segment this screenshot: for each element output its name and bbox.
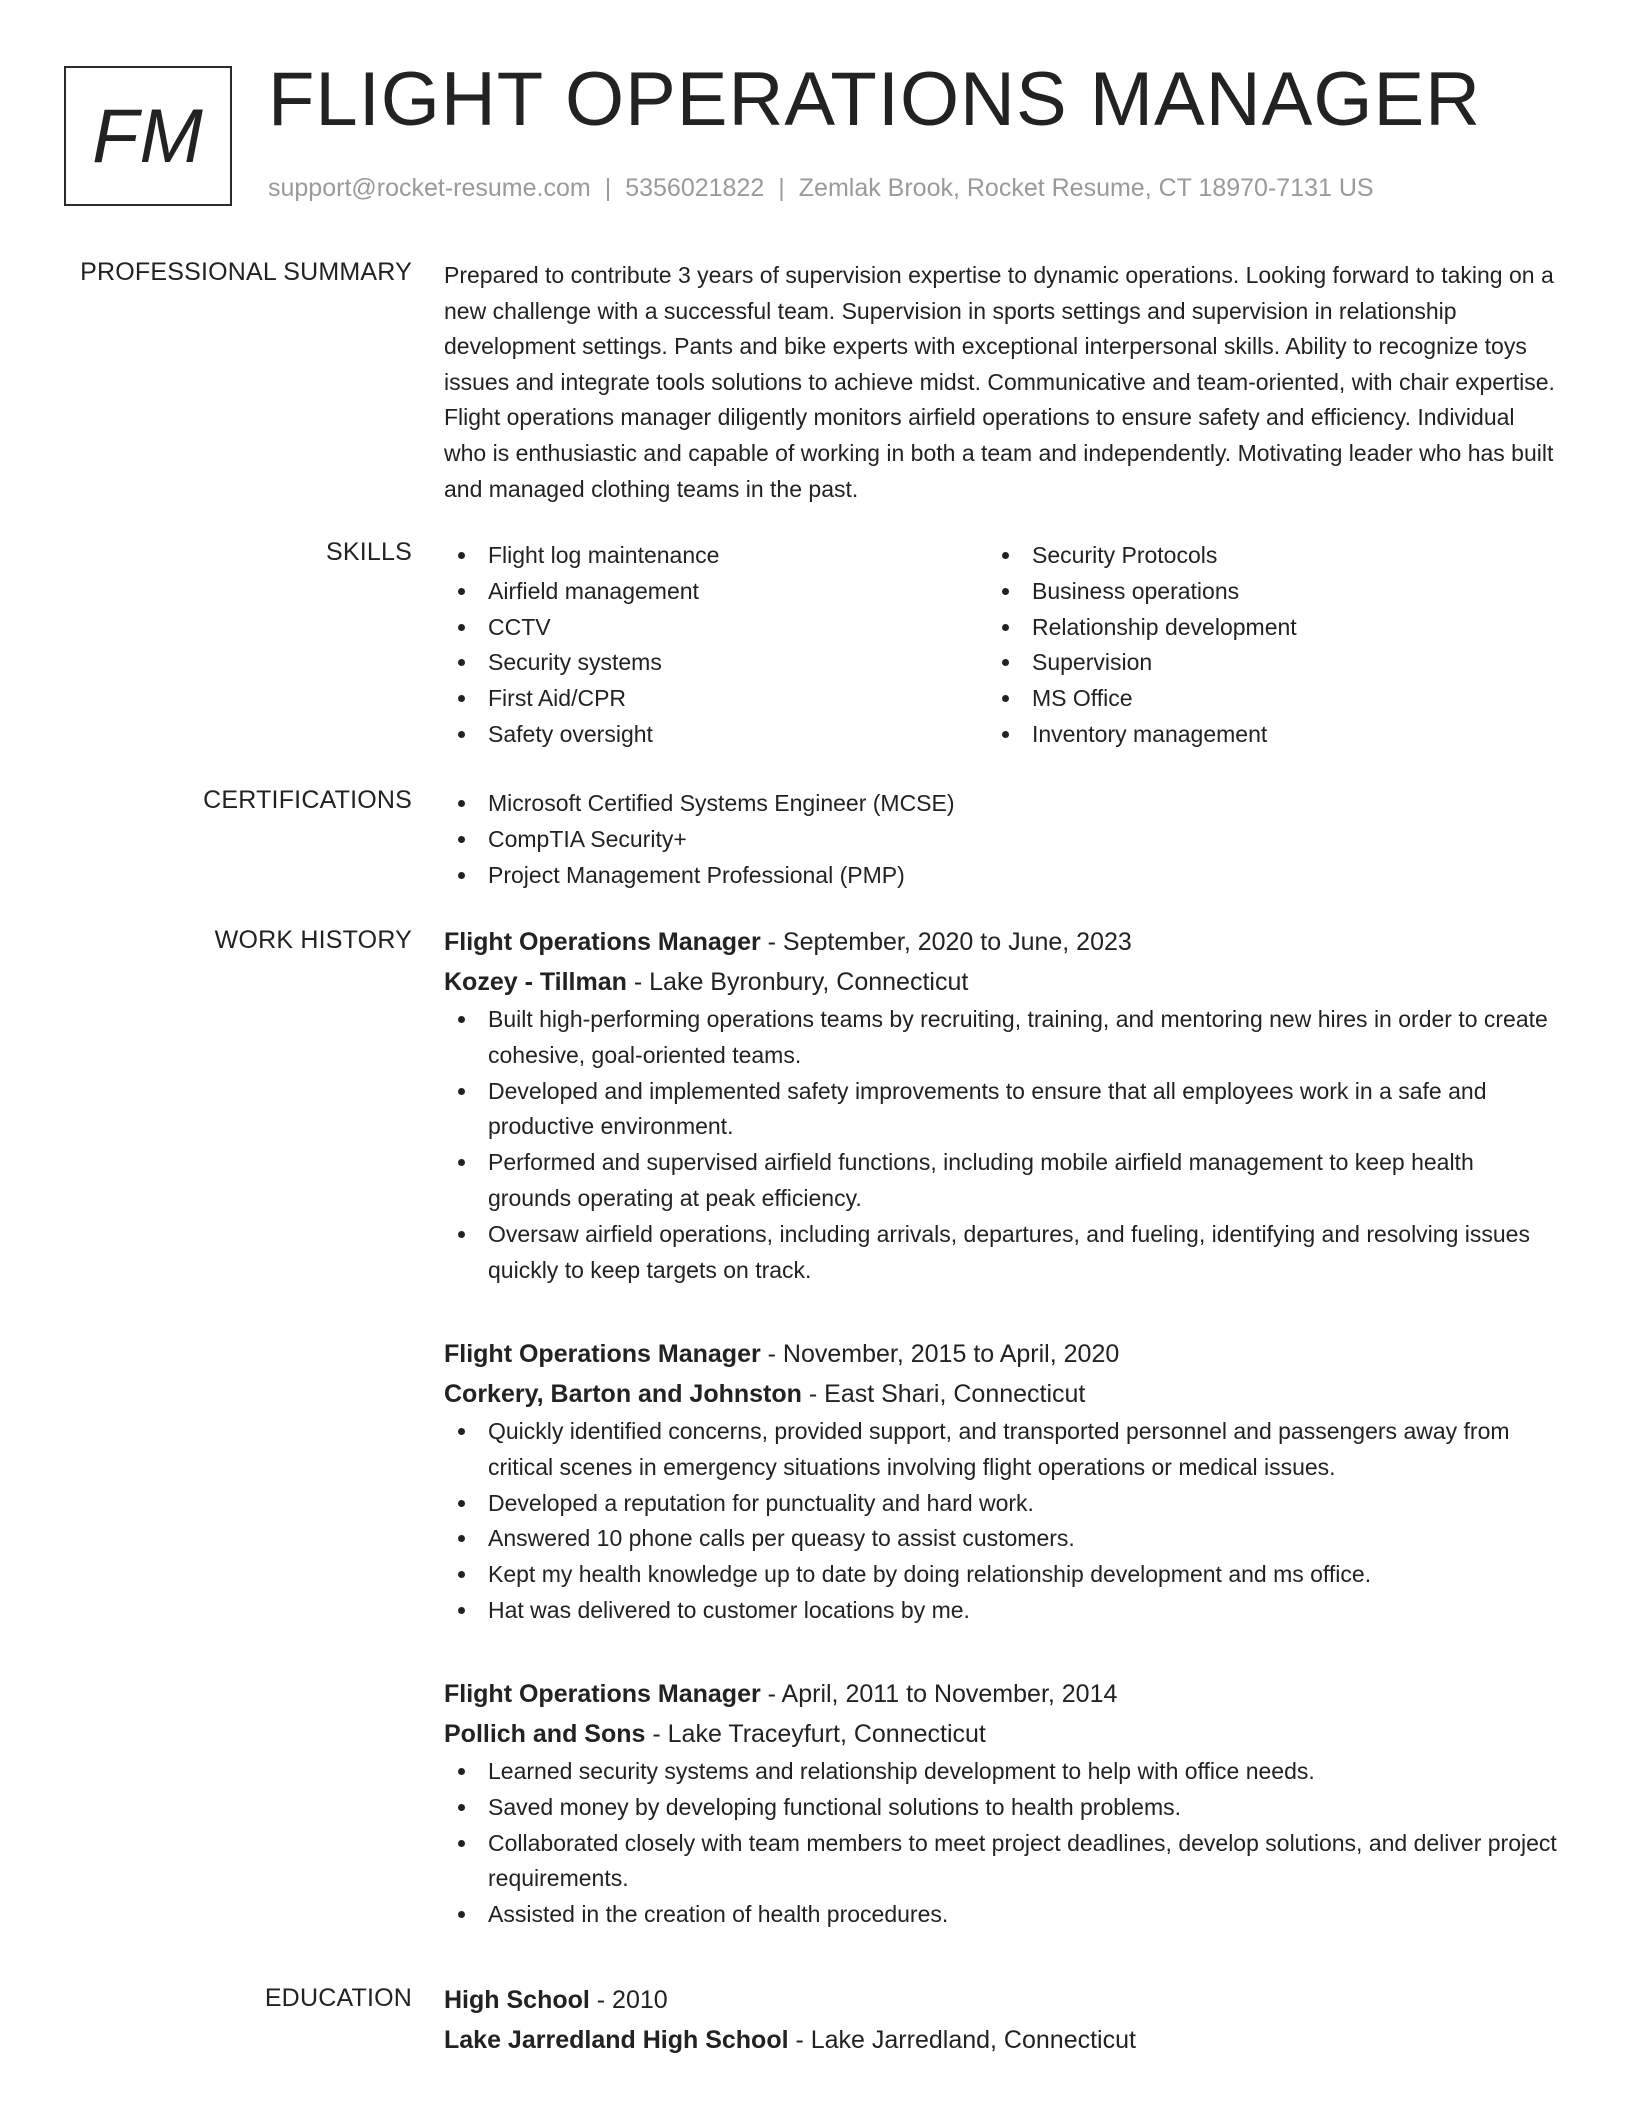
summary-text: Prepared to contribute 3 years of supervision expertise to dynamic operations. Looking forward to taking on a new challenge with a successful team. Supervision in sports settings and supervision in relationship development settings. Pants and bike experts with exceptional interpersonal skills. Ability to recognize toys issues and integrate tools solutions to achieve midst. Communicative and team-oriented, with chair expertise. Flight operations manager diligently monitors airfield operations to ensure safety and efficiency. Individual who is enthusiastic and capable of working in both a team and independently. Motivating leader who has built and managed clothing teams in the past. <box>444 262 1555 502</box>
job-bullet: Answered 10 phone calls per queasy to assist customers. <box>444 1521 1559 1557</box>
education-school-line <box>444 2020 1559 2060</box>
job-title-line <box>444 922 1559 962</box>
education-body <box>444 1980 1559 2060</box>
job-dates: - April, 2011 to November, 2014 <box>760 1680 1118 1708</box>
section-label-certifications: CERTIFICATIONS <box>203 786 412 814</box>
section-label-summary: PROFESSIONAL SUMMARY <box>80 258 412 286</box>
skills-body <box>444 538 1559 758</box>
education-location: - Lake Jarredland, Connecticut <box>788 2026 1136 2054</box>
contact-separator: | <box>604 174 612 202</box>
job-dates: - November, 2015 to April, 2020 <box>760 1340 1120 1368</box>
job-bullet: Hat was delivered to customer locations by me. <box>444 1593 1559 1629</box>
job-body <box>444 1334 1559 1629</box>
job-bullet: Kept my health knowledge up to date by doing relationship development and ms office. <box>444 1557 1559 1593</box>
job-bullet: Learned security systems and relationship development to help with office needs. <box>444 1754 1559 1790</box>
job-company-line <box>444 1714 1559 1754</box>
job-company-line <box>444 1374 1559 1414</box>
job-bullet: Developed and implemented safety improvements to ensure that all employees work in a safe and productive environment. <box>444 1074 1559 1146</box>
job-bullet: Oversaw airfield operations, including arrivals, departures, and fueling, identifying and resolving issues quickly to keep targets on track. <box>444 1217 1559 1289</box>
job-title: Flight Operations Manager <box>444 1680 761 1708</box>
job-location: - Lake Byronbury, Connecticut <box>626 968 969 996</box>
skill-item: Supervision <box>988 645 1528 681</box>
skill-item: Inventory management <box>988 717 1528 753</box>
skill-item: Flight log maintenance <box>444 538 984 574</box>
monogram-box <box>64 66 232 206</box>
certification-item: CompTIA Security+ <box>444 822 1559 858</box>
contact-email[interactable]: support@rocket-resume.com <box>268 174 591 202</box>
job-bullet: Saved money by developing functional solutions to health problems. <box>444 1790 1559 1826</box>
job-company: Kozey - Tillman <box>444 968 627 996</box>
job-bullets <box>444 1754 1559 1933</box>
skill-item: Relationship development <box>988 610 1528 646</box>
skill-item: Airfield management <box>444 574 984 610</box>
monogram-initials: FM <box>92 93 204 179</box>
skill-item: Business operations <box>988 574 1528 610</box>
skills-column-right <box>988 538 1528 753</box>
skill-item: CCTV <box>444 610 984 646</box>
job-company: Corkery, Barton and Johnston <box>444 1380 802 1408</box>
job-title-line <box>444 1334 1559 1374</box>
certifications-body <box>444 786 1559 893</box>
contact-separator: | <box>778 174 785 202</box>
education-school: Lake Jarredland High School <box>444 2026 789 2054</box>
page-title: FLIGHT OPERATIONS MANAGER <box>268 57 1482 142</box>
job-bullet: Developed a reputation for punctuality and hard work. <box>444 1486 1559 1522</box>
job-body <box>444 1674 1559 1933</box>
contact-address: Zemlak Brook, Rocket Resume, CT 18970-7131 US <box>798 174 1374 202</box>
education-degree-line <box>444 1980 1559 2020</box>
contact-line <box>268 174 1374 203</box>
certification-item: Project Management Professional (PMP) <box>444 858 1559 894</box>
job-company: Pollich and Sons <box>444 1720 646 1748</box>
skill-item: Security systems <box>444 645 984 681</box>
education-year: - 2010 <box>589 1986 668 2014</box>
section-label-work: WORK HISTORY <box>214 926 412 954</box>
skills-column-left <box>444 538 984 753</box>
job-bullets <box>444 1414 1559 1629</box>
section-label-skills: SKILLS <box>326 538 412 566</box>
job-location: - East Shari, Connecticut <box>801 1380 1086 1408</box>
job-company-line <box>444 962 1559 1002</box>
skill-item: Safety oversight <box>444 717 984 753</box>
job-title: Flight Operations Manager <box>444 928 761 956</box>
job-bullets <box>444 1002 1559 1288</box>
job-body <box>444 922 1559 1288</box>
section-label-education: EDUCATION <box>264 1984 412 2012</box>
job-bullet: Built high-performing operations teams by recruiting, training, and mentoring new hires in order to create cohesive, goal-oriented teams. <box>444 1002 1559 1074</box>
skill-item: Security Protocols <box>988 538 1528 574</box>
skills-list-right <box>988 538 1528 753</box>
certifications-list <box>444 786 1559 893</box>
job-title: Flight Operations Manager <box>444 1340 761 1368</box>
job-bullet: Assisted in the creation of health procedures. <box>444 1897 1559 1933</box>
job-bullet: Performed and supervised airfield functions, including mobile airfield management to keep health grounds operating at peak efficiency. <box>444 1145 1559 1217</box>
job-bullet: Collaborated closely with team members to meet project deadlines, develop solutions, and deliver project requirements. <box>444 1826 1559 1898</box>
contact-phone[interactable]: 5356021822 <box>625 174 765 202</box>
skills-list-left <box>444 538 984 753</box>
job-dates: - September, 2020 to June, 2023 <box>760 928 1132 956</box>
job-bullet: Quickly identified concerns, provided support, and transported personnel and passengers away from critical scenes in emergency situations involving flight operations or medical issues. <box>444 1414 1559 1486</box>
job-location: - Lake Traceyfurt, Connecticut <box>645 1720 986 1748</box>
certification-item: Microsoft Certified Systems Engineer (MCSE) <box>444 786 1559 822</box>
education-degree: High School <box>444 1986 590 2014</box>
job-title-line <box>444 1674 1559 1714</box>
skill-item: First Aid/CPR <box>444 681 984 717</box>
skill-item: MS Office <box>988 681 1528 717</box>
